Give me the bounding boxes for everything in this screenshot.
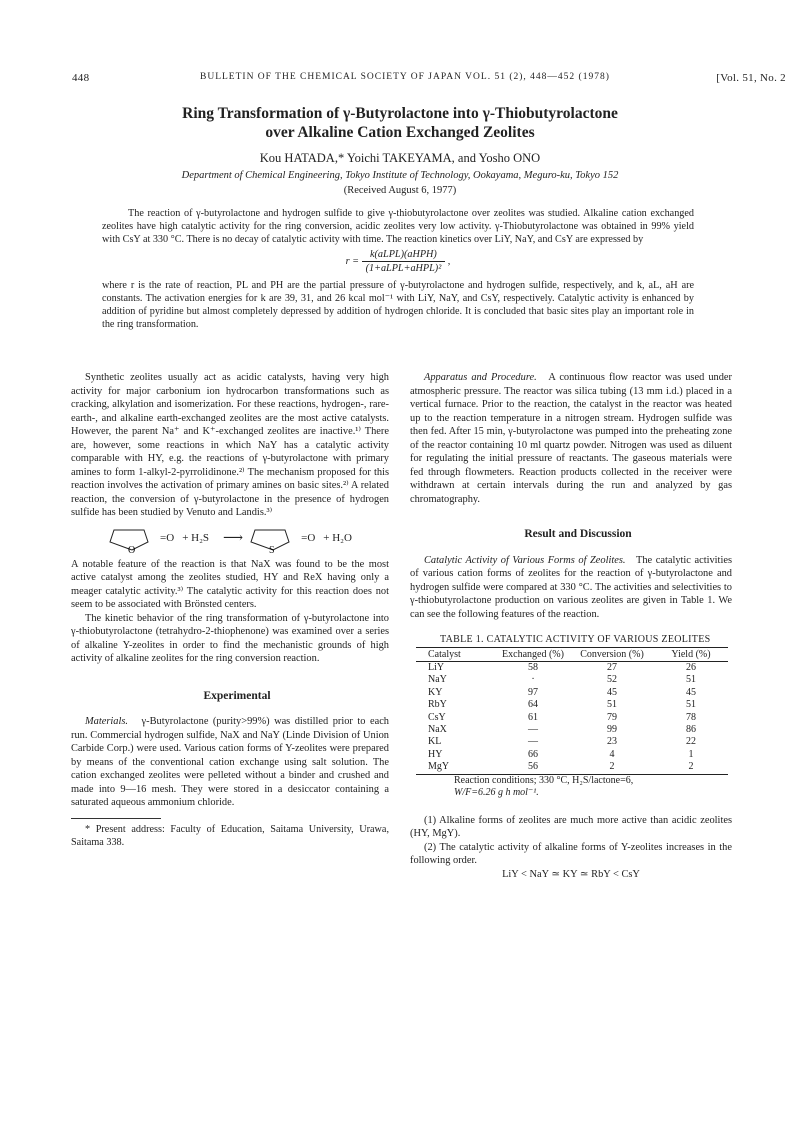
table-note-1: Reaction conditions; 330 °C, H₂S/lactone=6, [454,774,634,786]
cell-catalyst: KY [428,686,443,698]
title-line-2: over Alkaline Cation Exchanged Zeolites [265,124,535,141]
eq-lhs: r = [345,255,360,267]
journal-name: BULLETIN OF THE CHEMICAL SOCIETY OF JAPAN VOL. 51 (2), 448—452 (1978) [200,72,610,82]
paper-title [100,104,700,142]
product-h2o: + H₂O [323,531,352,544]
intro-paragraph-1: Synthetic zeolites usually act as acidic catalysts, having very high activity for major carbonium ion hydrocarbon transformations such as cracking, alkylation and isomerization. For these reactions, hydrogen-, rare-earth-, and alkaline earth-exchanged zeolites are the most active catalysts. However, the parent Na⁺ and K⁺-exchanged zeolites are inactive.¹⁾ There are, however, some reactions in which NaY has a catalytic activity comparable with HY, e.g. the reactions of γ-butyrolactone with primary amines to form 1-alkyl-2-pyrrolidinone.²⁾ The mechanism proposed for this reaction involves the activation of primary amines on basic sites.²⁾ A related reaction, the conversion of γ-butyrolactone in the presence of hydrogen sulfide has been studied by Venuto and Landis.³⁾ [71,372,389,518]
ring-s-label: S [269,544,275,554]
materials-heading: Materials. [85,716,129,727]
cell-yield: 1 [688,748,694,760]
volume-label: [Vol. 51, No. 2 [716,72,786,84]
cell-exchanged: — [528,724,538,736]
feature-item-2: (2) The catalytic activity of alkaline forms of Y-zeolites increases in the following order. [410,841,732,867]
cell-exchanged: 97 [528,686,538,698]
cell-yield: 22 [686,736,696,748]
abstract [102,207,694,331]
eq-fraction [362,248,446,275]
abstract-part-1: The reaction of γ-butyrolactone and hydrogen sulfide to give γ-thiobutyrolactone over zeolites was studied. Alkaline cation exchanged zeolites have high catalytic activity for the ring conversion, acidic zeolites very low activity. γ-Thiobutyrolactone was obtained in 99% yield with CsY at 330 °C. There is no decay of catalytic activity with time. The reaction kinetics over LiY, NaY, and CsY are expressed by [102,208,694,245]
received-date: (Received August 6, 1977) [343,185,457,196]
cell-conversion: 99 [607,724,617,736]
col-yield: Yield (%) [671,648,711,660]
rate-equation [102,248,694,275]
reaction-arrow: ⟶ [223,530,244,546]
col-catalyst: Catalyst [428,648,461,660]
cell-conversion: 45 [607,686,617,698]
footnote: * Present address: Faculty of Education, Saitama University, Urawa, Saitama 338. [71,823,389,848]
title-line-1: Ring Transformation of γ-Butyrolactone into γ-Thiobutyrolactone [182,105,618,122]
table-caption: TABLE 1. CATALYTIC ACTIVITY OF VARIOUS ZEOLITES [440,634,711,645]
table-note-2: W/F=6.26 g h mol⁻¹. [454,787,539,799]
feature-item-1: (1) Alkaline forms of zeolites are much more active than acidic zeolites (HY, MgY). [410,814,732,840]
apparatus-paragraph [410,371,732,506]
cell-exchanged: · [531,674,535,686]
eq-denominator: (1+aLPL+aHPL)² [365,263,442,274]
catalytic-heading: Catalytic Activity of Various Forms of Zeolites. [424,554,626,566]
authors: Kou HATADA,* Yoichi TAKEYAMA, and Yosho ONO [259,151,541,165]
col-conversion: Conversion (%) [580,648,644,660]
cell-catalyst: NaY [428,674,447,686]
table-row [416,736,728,748]
right-column [410,371,732,881]
cell-yield: 86 [686,724,696,736]
cell-conversion: 4 [609,748,615,760]
section-results: Result and Discussion [524,528,632,540]
table-row [416,712,728,724]
reagent-h2s: + H₂S [182,531,210,544]
eq-numerator: k(aLPL)(aHPH) [362,248,446,262]
cell-conversion: 27 [607,662,617,673]
affiliation: Department of Chemical Engineering, Tokyo Institute of Technology, Ookayama, Meguro-ku, Tokyo 152 [181,170,619,181]
footnote-rule [71,818,161,819]
cell-exchanged: 64 [528,699,538,711]
cell-exchanged: 58 [528,662,538,673]
eq-tail: , [447,255,451,267]
cell-catalyst: KL [428,736,442,748]
cell-conversion: 79 [607,711,617,723]
col-exchanged: Exchanged (%) [502,648,564,660]
cell-conversion: 23 [607,736,617,748]
cell-catalyst: MgY [428,761,450,773]
carbonyl-o-2: =O [301,531,316,544]
cell-catalyst: CsY [428,711,446,723]
cell-yield: 51 [686,699,696,711]
cell-yield: 45 [686,686,696,698]
cell-yield: 78 [686,711,696,723]
left-column [71,371,389,850]
table-1 [416,647,728,774]
thiobutyrolactone-ring-icon [249,524,301,554]
section-experimental: Experimental [203,689,271,702]
cell-yield: 51 [686,674,696,686]
apparatus-body: A continuous flow reactor was used under atmospheric pressure. The reactor was silica tubing (13 mm i.d.) placed in a vertical furnace. Prior to the reaction, the catalyst in the reactor was heated up to the reaction temperature in a nitrogen stream. Hydrogen sulfide was then fed. After 15 min, γ-butyrolactone was pumped into the preheating zone of the reactor containing 10 ml quartz powder. Nitrogen was used as diluent for regulating the initial pressure of reactants. The gaseous materials were fed through flowmeters. Reaction products collected in the receiver were withdrawn at certain intervals during the run and analyzed by gas chromatography. [410,372,732,505]
table-header-row [416,647,728,662]
table-row [416,699,728,711]
cell-catalyst: NaX [428,724,447,736]
table-row [416,761,728,773]
carbonyl-o-1: =O [160,531,175,544]
cell-exchanged: 61 [528,711,538,723]
cell-yield: 26 [686,662,696,673]
table-row [416,749,728,761]
cell-yield: 2 [688,761,694,773]
cell-conversion: 2 [609,761,615,773]
intro-paragraph-3: The kinetic behavior of the ring transformation of γ-butyrolactone into γ-thiobutyrolactone (tetrahydro-2-thiophenone) was examined over a series of alkaline Y-zeolites in order to find the mechanistic grounds of high activity of alkaline zeolites for the ring conversion reaction. [71,612,389,664]
cell-catalyst: RbY [428,699,447,711]
catalytic-body: The catalytic activities of various cation forms of zeolites for the reaction of γ-butyrolactone and hydrogen sulfide were compared at 330 °C. The activities and selectivities to γ-thiobutyrolactone production on various zeolites are given in Table 1. We can see the following features of the reaction. [410,554,732,620]
cell-exchanged: 56 [528,761,538,773]
cell-conversion: 52 [607,674,617,686]
abstract-part-2: where r is the rate of reaction, PL and PH are the partial pressure of γ-butyrolactone and hydrogen sulfide, respectively, and k, aL, aH are constants. The activation energies for k are 39, 31, and 26 kcal mol⁻¹ with LiY, NaY, and CsY, respectively. Catalytic activity is enhanced by addition of pyridine but almost completely depressed by addition of hydrogen chloride. It is concluded that basic sites play an important role in the ring transformation. [102,280,694,330]
cell-exchanged: — [528,736,538,748]
materials-body: γ-Butyrolactone (purity>99%) was distilled prior to each run. Commercial hydrogen sulfide, NaX and NaY (Linde Division of Union Carbide Corp.) were used. Various cation forms of Y-zeolites were prepared by means of the conventional cation exchange using salt solution. The cation exchanged zeolites were pelleted without a binder and crushed and made into 9—16 mesh. They were stored in a desiccator containing a saturated aqueous ammonium chloride. [71,716,389,808]
reaction-scheme [71,523,389,555]
page-number: 448 [72,72,90,84]
cell-catalyst: LiY [428,662,445,673]
table-row [416,662,728,675]
cell-conversion: 51 [607,699,617,711]
cell-exchanged: 66 [528,748,538,760]
table-row [416,687,728,699]
catalytic-paragraph [410,554,732,622]
cell-catalyst: HY [428,748,443,760]
table-row [416,674,728,686]
apparatus-heading: Apparatus and Procedure. [424,372,537,383]
table-row [416,724,728,736]
materials-paragraph [71,715,389,810]
intro-paragraph-2: A notable feature of the reaction is that NaX was found to be the most active catalyst among the zeolites studied, HY and ReX having only a meager catalytic activity.³⁾ The catalytic activity for this reaction does not seem to be associated with Brönsted centers. [71,558,389,610]
ring-o-label: O [128,544,136,554]
activity-order: LiY < NaY ≃ KY ≃ RbY < CsY [502,868,640,880]
butyrolactone-ring-icon [108,524,160,554]
table-body [416,662,728,774]
